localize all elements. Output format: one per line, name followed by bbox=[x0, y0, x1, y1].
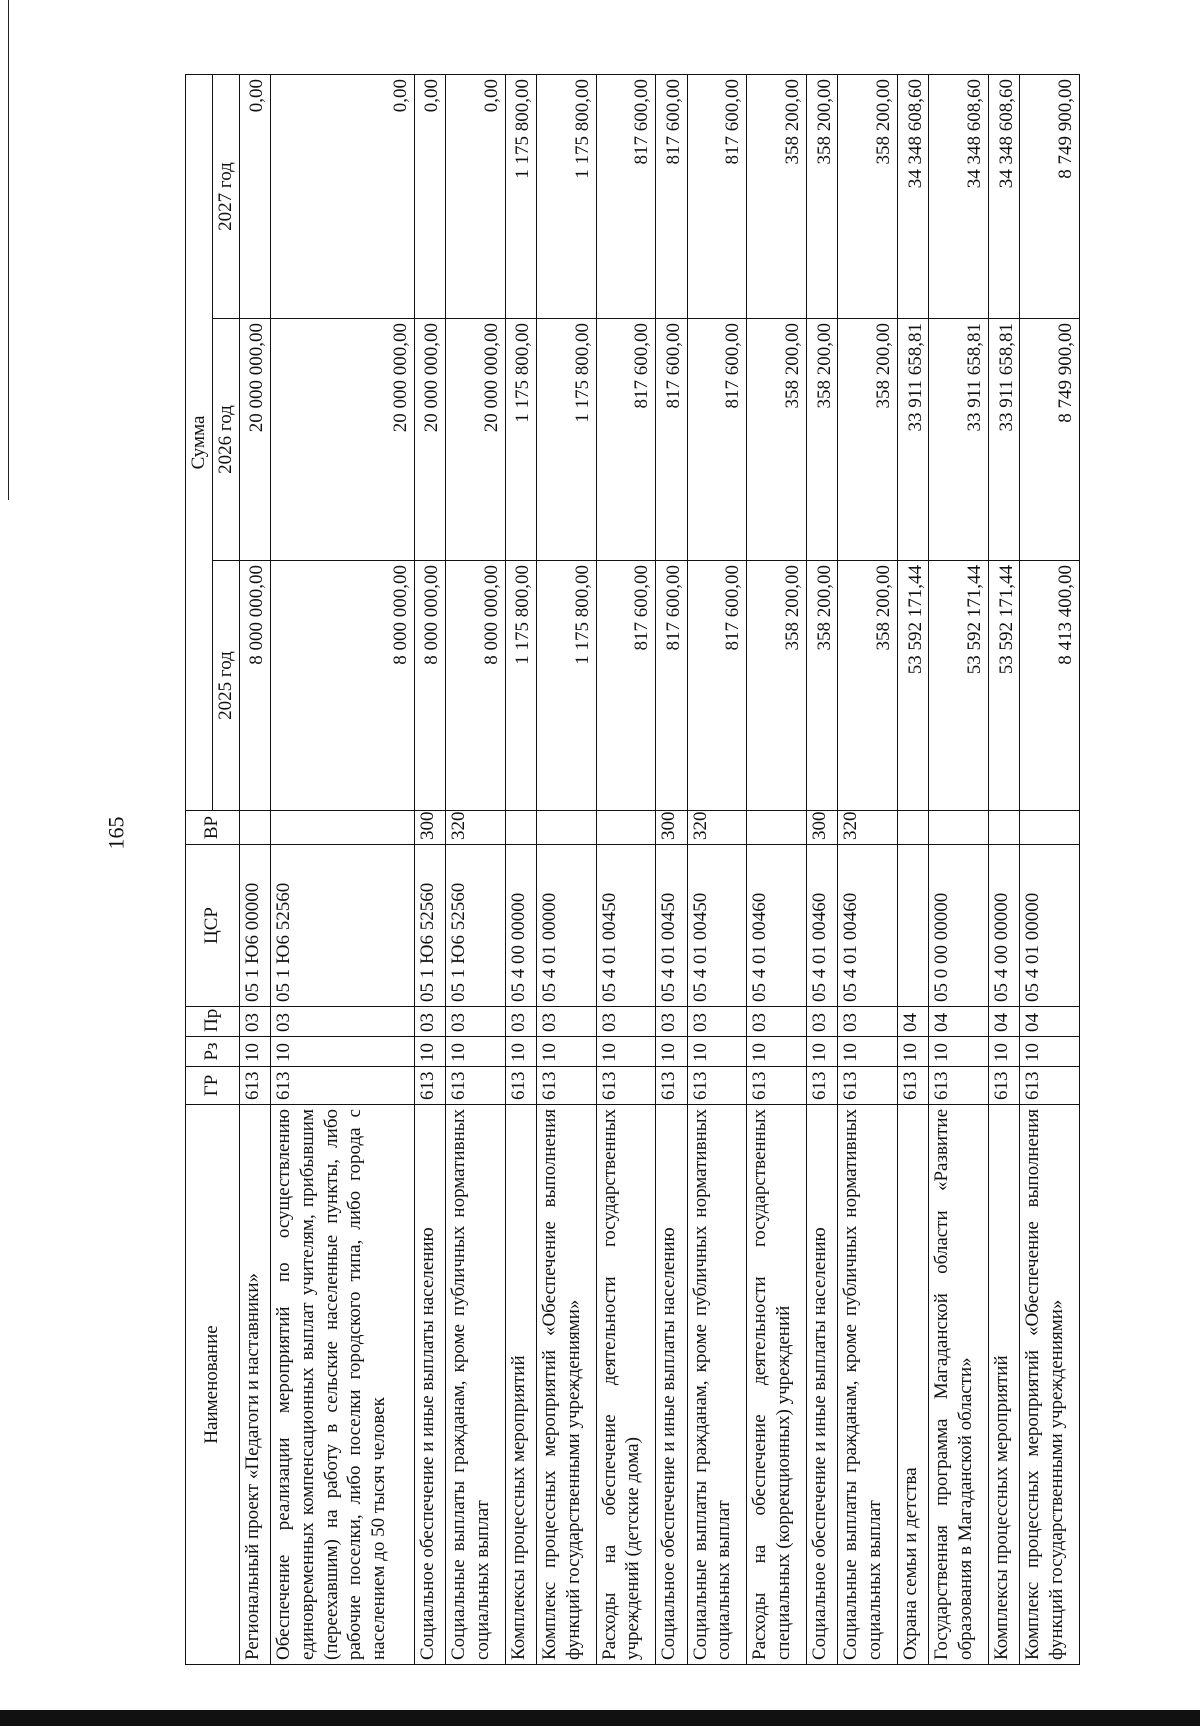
cell-name: Социальные выплаты гражданам, кроме публичных нормативных социальных выплат bbox=[687, 1105, 747, 1665]
cell-pr: 04 bbox=[988, 1007, 1020, 1037]
page-number: 165 bbox=[103, 816, 129, 850]
cell-gr: 613 bbox=[897, 1067, 929, 1105]
cell-rz: 10 bbox=[239, 1037, 271, 1067]
cell-vr: 320 bbox=[838, 811, 898, 845]
cell-y2026: 33 911 658,81 bbox=[929, 319, 989, 561]
cell-y2026: 20 000 000,00 bbox=[414, 319, 446, 561]
cell-name: Расходы на обеспечение деятельности государственных учреждений (детские дома) bbox=[596, 1105, 656, 1665]
cell-csr: 05 4 00 00000 bbox=[988, 845, 1020, 1007]
header-2025: 2025 год bbox=[212, 561, 239, 811]
cell-csr: 05 4 00 00000 bbox=[505, 845, 537, 1007]
cell-y2026: 20 000 000,00 bbox=[239, 319, 271, 561]
cell-name: Социальные выплаты гражданам, кроме публичных нормативных социальных выплат bbox=[838, 1105, 898, 1665]
cell-rz: 10 bbox=[929, 1037, 989, 1067]
cell-rz: 10 bbox=[687, 1037, 747, 1067]
cell-rz: 10 bbox=[656, 1037, 688, 1067]
cell-rz: 10 bbox=[414, 1037, 446, 1067]
cell-name: Комплекс процессных мероприятий «Обеспечение выполнения функций государственными учреждениями» bbox=[537, 1105, 597, 1665]
cell-csr: 05 4 01 00460 bbox=[838, 845, 898, 1007]
header-pr: Пр bbox=[186, 1007, 240, 1037]
cell-y2025: 8 413 400,00 bbox=[1020, 561, 1080, 811]
budget-table bbox=[185, 74, 1080, 1665]
cell-y2026: 358 200,00 bbox=[747, 319, 807, 561]
cell-y2027: 34 348 608,60 bbox=[929, 75, 989, 319]
cell-name: Региональный проект «Педагоги и наставники» bbox=[239, 1105, 271, 1665]
cell-csr: 05 1 Ю6 52560 bbox=[446, 845, 506, 1007]
cell-y2026: 20 000 000,00 bbox=[271, 319, 415, 561]
cell-pr: 03 bbox=[537, 1007, 597, 1037]
cell-vr: 300 bbox=[656, 811, 688, 845]
cell-rz: 10 bbox=[537, 1037, 597, 1067]
cell-pr: 03 bbox=[505, 1007, 537, 1037]
cell-gr: 613 bbox=[838, 1067, 898, 1105]
cell-csr: 05 1 Ю6 52560 bbox=[271, 845, 415, 1007]
cell-y2025: 53 592 171,44 bbox=[929, 561, 989, 811]
cell-vr bbox=[537, 811, 597, 845]
cell-y2025: 1 175 800,00 bbox=[537, 561, 597, 811]
cell-y2027: 34 348 608,60 bbox=[988, 75, 1020, 319]
margin-line bbox=[8, 0, 9, 500]
cell-y2025: 53 592 171,44 bbox=[897, 561, 929, 811]
table-row bbox=[446, 75, 506, 1665]
table-row bbox=[1020, 75, 1080, 1665]
cell-csr: 05 0 00 00000 bbox=[929, 845, 989, 1007]
cell-name: Охрана семьи и детства bbox=[897, 1105, 929, 1665]
cell-y2027: 0,00 bbox=[414, 75, 446, 319]
header-csr: ЦСР bbox=[186, 845, 240, 1007]
cell-rz: 10 bbox=[271, 1037, 415, 1067]
scan-edge-bar bbox=[0, 1710, 1200, 1726]
cell-rz: 10 bbox=[747, 1037, 807, 1067]
header-2027: 2027 год bbox=[212, 75, 239, 319]
table-row bbox=[271, 75, 415, 1665]
cell-name: Государственная программа Магаданской области «Развитие образования в Магаданской области» bbox=[929, 1105, 989, 1665]
cell-vr bbox=[271, 811, 415, 845]
cell-pr: 03 bbox=[271, 1007, 415, 1037]
cell-pr: 03 bbox=[687, 1007, 747, 1037]
cell-y2025: 358 200,00 bbox=[806, 561, 838, 811]
cell-name: Комплекс процессных мероприятий «Обеспечение выполнения функций государственными учреждениями» bbox=[1020, 1105, 1080, 1665]
cell-gr: 613 bbox=[537, 1067, 597, 1105]
cell-y2025: 53 592 171,44 bbox=[988, 561, 1020, 811]
cell-gr: 613 bbox=[988, 1067, 1020, 1105]
cell-pr: 03 bbox=[414, 1007, 446, 1037]
cell-y2026: 1 175 800,00 bbox=[505, 319, 537, 561]
cell-y2027: 0,00 bbox=[271, 75, 415, 319]
cell-y2025: 817 600,00 bbox=[596, 561, 656, 811]
cell-csr: 05 4 01 00460 bbox=[806, 845, 838, 1007]
cell-vr bbox=[747, 811, 807, 845]
table-body bbox=[239, 75, 1080, 1665]
cell-gr: 613 bbox=[505, 1067, 537, 1105]
cell-name: Социальное обеспечение и иные выплаты населению bbox=[414, 1105, 446, 1665]
cell-csr: 05 4 01 00450 bbox=[687, 845, 747, 1007]
cell-y2026: 1 175 800,00 bbox=[537, 319, 597, 561]
header-vr: ВР bbox=[186, 811, 240, 845]
table-row bbox=[747, 75, 807, 1665]
cell-rz: 10 bbox=[806, 1037, 838, 1067]
table-row bbox=[414, 75, 446, 1665]
table-row bbox=[897, 75, 929, 1665]
cell-pr: 03 bbox=[747, 1007, 807, 1037]
cell-gr: 613 bbox=[1020, 1067, 1080, 1105]
cell-y2025: 8 000 000,00 bbox=[271, 561, 415, 811]
cell-y2026: 817 600,00 bbox=[687, 319, 747, 561]
cell-y2027: 817 600,00 bbox=[596, 75, 656, 319]
cell-pr: 03 bbox=[239, 1007, 271, 1037]
cell-csr: 05 4 01 00000 bbox=[537, 845, 597, 1007]
table-row bbox=[596, 75, 656, 1665]
cell-gr: 613 bbox=[929, 1067, 989, 1105]
cell-y2027: 1 175 800,00 bbox=[537, 75, 597, 319]
cell-rz: 10 bbox=[838, 1037, 898, 1067]
cell-gr: 613 bbox=[414, 1067, 446, 1105]
cell-gr: 613 bbox=[271, 1067, 415, 1105]
cell-pr: 04 bbox=[929, 1007, 989, 1037]
cell-vr: 320 bbox=[687, 811, 747, 845]
cell-rz: 10 bbox=[446, 1037, 506, 1067]
header-2026: 2026 год bbox=[212, 319, 239, 561]
rotated-page bbox=[185, 75, 1080, 1665]
cell-pr: 03 bbox=[838, 1007, 898, 1037]
cell-csr: 05 1 Ю6 52560 bbox=[414, 845, 446, 1007]
cell-y2025: 1 175 800,00 bbox=[505, 561, 537, 811]
cell-csr: 05 4 01 00000 bbox=[1020, 845, 1080, 1007]
cell-y2027: 1 175 800,00 bbox=[505, 75, 537, 319]
cell-csr: 05 1 Ю6 00000 bbox=[239, 845, 271, 1007]
header-sum: Сумма bbox=[186, 75, 213, 811]
cell-name: Социальные выплаты гражданам, кроме публичных нормативных социальных выплат bbox=[446, 1105, 506, 1665]
cell-rz: 10 bbox=[596, 1037, 656, 1067]
cell-vr bbox=[505, 811, 537, 845]
table-row bbox=[929, 75, 989, 1665]
header-name: Наименование bbox=[186, 1105, 240, 1665]
cell-name: Комплексы процессных мероприятий bbox=[505, 1105, 537, 1665]
cell-y2027: 358 200,00 bbox=[838, 75, 898, 319]
cell-y2026: 20 000 000,00 bbox=[446, 319, 506, 561]
cell-gr: 613 bbox=[747, 1067, 807, 1105]
cell-gr: 613 bbox=[596, 1067, 656, 1105]
header-gr: ГР bbox=[186, 1067, 240, 1105]
cell-vr bbox=[988, 811, 1020, 845]
cell-name: Социальное обеспечение и иные выплаты населению bbox=[656, 1105, 688, 1665]
cell-vr: 300 bbox=[414, 811, 446, 845]
cell-y2027: 0,00 bbox=[446, 75, 506, 319]
cell-csr: 05 4 01 00450 bbox=[596, 845, 656, 1007]
table-row bbox=[656, 75, 688, 1665]
cell-y2025: 8 000 000,00 bbox=[239, 561, 271, 811]
cell-y2027: 8 749 900,00 bbox=[1020, 75, 1080, 319]
cell-pr: 03 bbox=[806, 1007, 838, 1037]
table-row bbox=[838, 75, 898, 1665]
cell-gr: 613 bbox=[239, 1067, 271, 1105]
cell-pr: 03 bbox=[596, 1007, 656, 1037]
cell-y2025: 358 200,00 bbox=[838, 561, 898, 811]
cell-pr: 03 bbox=[446, 1007, 506, 1037]
cell-gr: 613 bbox=[656, 1067, 688, 1105]
cell-y2026: 358 200,00 bbox=[806, 319, 838, 561]
cell-gr: 613 bbox=[806, 1067, 838, 1105]
cell-vr bbox=[929, 811, 989, 845]
cell-y2026: 33 911 658,81 bbox=[988, 319, 1020, 561]
cell-y2027: 34 348 608,60 bbox=[897, 75, 929, 319]
cell-y2026: 817 600,00 bbox=[596, 319, 656, 561]
cell-y2026: 8 749 900,00 bbox=[1020, 319, 1080, 561]
cell-csr: 05 4 01 00450 bbox=[656, 845, 688, 1007]
cell-vr: 300 bbox=[806, 811, 838, 845]
cell-y2025: 817 600,00 bbox=[656, 561, 688, 811]
cell-y2027: 817 600,00 bbox=[687, 75, 747, 319]
cell-name: Комплексы процессных мероприятий bbox=[988, 1105, 1020, 1665]
cell-csr: 05 4 01 00460 bbox=[747, 845, 807, 1007]
cell-vr bbox=[897, 811, 929, 845]
cell-gr: 613 bbox=[687, 1067, 747, 1105]
table-row bbox=[239, 75, 271, 1665]
cell-csr bbox=[897, 845, 929, 1007]
cell-pr: 03 bbox=[656, 1007, 688, 1037]
cell-vr: 320 bbox=[446, 811, 506, 845]
table-row bbox=[988, 75, 1020, 1665]
cell-y2027: 817 600,00 bbox=[656, 75, 688, 319]
cell-y2025: 358 200,00 bbox=[747, 561, 807, 811]
cell-rz: 10 bbox=[988, 1037, 1020, 1067]
cell-y2026: 358 200,00 bbox=[838, 319, 898, 561]
cell-y2025: 8 000 000,00 bbox=[446, 561, 506, 811]
cell-gr: 613 bbox=[446, 1067, 506, 1105]
cell-y2025: 817 600,00 bbox=[687, 561, 747, 811]
cell-name: Расходы на обеспечение деятельности государственных специальных (коррекционных) учреждений bbox=[747, 1105, 807, 1665]
cell-name: Социальное обеспечение и иные выплаты населению bbox=[806, 1105, 838, 1665]
cell-pr: 04 bbox=[897, 1007, 929, 1037]
cell-y2027: 0,00 bbox=[239, 75, 271, 319]
cell-rz: 10 bbox=[897, 1037, 929, 1067]
table-row bbox=[687, 75, 747, 1665]
cell-y2027: 358 200,00 bbox=[747, 75, 807, 319]
cell-y2026: 33 911 658,81 bbox=[897, 319, 929, 561]
cell-y2027: 358 200,00 bbox=[806, 75, 838, 319]
header-rz: Рз bbox=[186, 1037, 240, 1067]
cell-rz: 10 bbox=[1020, 1037, 1080, 1067]
cell-vr bbox=[1020, 811, 1080, 845]
table-row bbox=[806, 75, 838, 1665]
table-row bbox=[537, 75, 597, 1665]
cell-name: Обеспечение реализации мероприятий по осуществлению единовременных компенсационных выплат учителям, прибывшим (переехавшим) на работу в сельские населенные пункты, либо рабочие поселки, либо поселки городского типа, либо города с населением до 50 тысяч человек bbox=[271, 1105, 415, 1665]
table-row bbox=[505, 75, 537, 1665]
cell-rz: 10 bbox=[505, 1037, 537, 1067]
cell-vr bbox=[239, 811, 271, 845]
cell-vr bbox=[596, 811, 656, 845]
cell-y2025: 8 000 000,00 bbox=[414, 561, 446, 811]
cell-y2026: 817 600,00 bbox=[656, 319, 688, 561]
cell-pr: 04 bbox=[1020, 1007, 1080, 1037]
